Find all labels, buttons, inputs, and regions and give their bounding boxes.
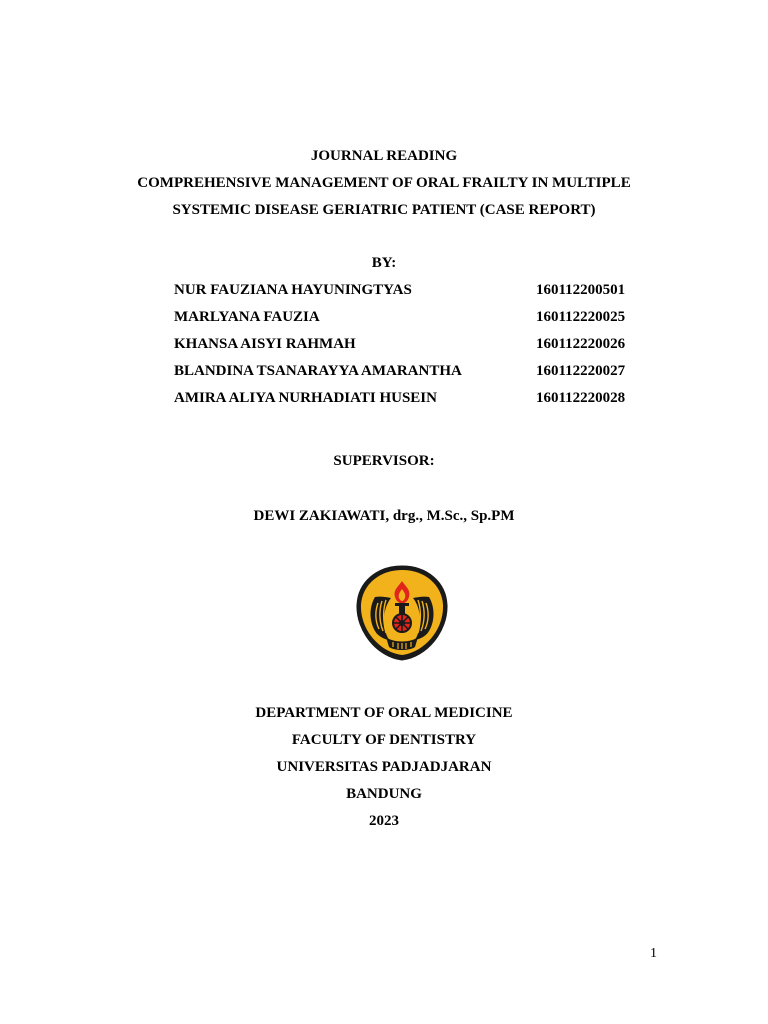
- author-row: [0, 308, 768, 326]
- author-id: 160112220026: [536, 336, 626, 352]
- document-label: JOURNAL READING: [310, 148, 458, 164]
- supervisor-label: SUPERVISOR:: [333, 453, 435, 469]
- title-line-1: COMPREHENSIVE MANAGEMENT OF ORAL FRAILTY IN MULTIPLE: [137, 175, 631, 191]
- author-id: 160112220025: [536, 309, 626, 325]
- university-emblem-icon: [353, 563, 451, 663]
- city-name: BANDUNG: [346, 786, 422, 802]
- author-row: [0, 389, 768, 407]
- author-row: [0, 362, 768, 380]
- supervisor-name: DEWI ZAKIAWATI, drg., M.Sc., Sp.PM: [253, 508, 515, 524]
- author-name: KHANSA AISYI RAHMAH: [174, 336, 356, 352]
- author-id: 160112220027: [536, 363, 626, 379]
- department-name: DEPARTMENT OF ORAL MEDICINE: [255, 705, 513, 721]
- author-name: NUR FAUZIANA HAYUNINGTYAS: [174, 282, 412, 298]
- author-name: MARLYANA FAUZIA: [174, 309, 320, 325]
- author-row: [0, 281, 768, 299]
- year: 2023: [369, 813, 399, 829]
- author-id: 160112200501: [536, 282, 626, 298]
- author-name: AMIRA ALIYA NURHADIATI HUSEIN: [174, 390, 437, 406]
- university-name: UNIVERSITAS PADJADJARAN: [276, 759, 492, 775]
- page-number: 1: [650, 946, 657, 961]
- by-label: BY:: [371, 255, 397, 271]
- faculty-name: FACULTY OF DENTISTRY: [291, 732, 477, 748]
- author-id: 160112220028: [536, 390, 626, 406]
- author-name: BLANDINA TSANARAYYA AMARANTHA: [174, 363, 462, 379]
- author-row: [0, 335, 768, 353]
- title-line-2: SYSTEMIC DISEASE GERIATRIC PATIENT (CASE REPORT): [172, 202, 596, 218]
